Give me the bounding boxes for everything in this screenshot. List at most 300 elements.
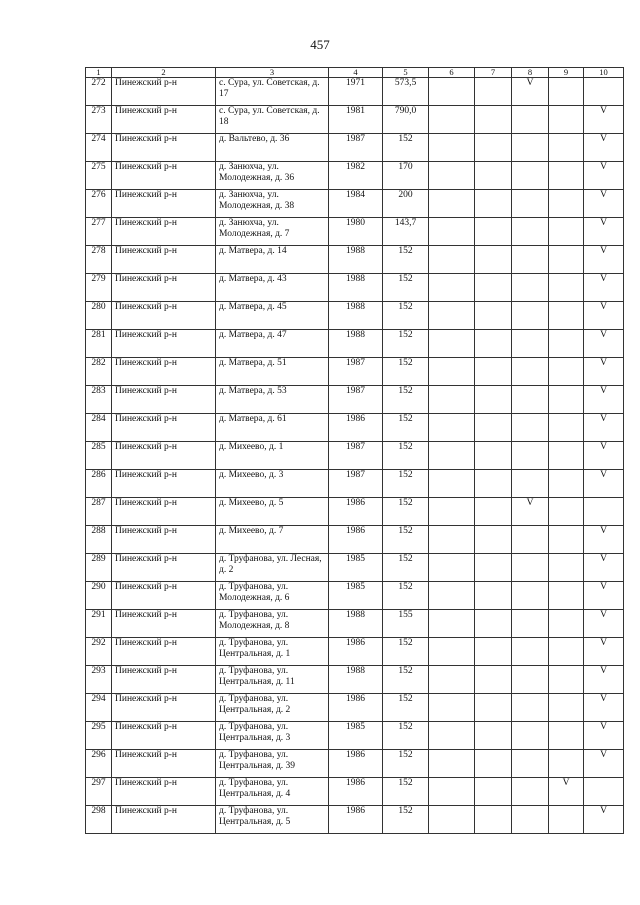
table-row <box>86 750 624 778</box>
address-cell: д. Михеево, д. 3 <box>216 470 329 498</box>
col6-cell <box>429 386 475 414</box>
district-cell: Пинежский р-н <box>112 330 216 358</box>
area-cell: 152 <box>383 442 429 470</box>
col7-cell <box>475 526 512 554</box>
col8-mark <box>512 470 549 498</box>
col10-mark: V <box>584 582 624 610</box>
col7-cell <box>475 274 512 302</box>
col7-cell <box>475 470 512 498</box>
col8-mark <box>512 274 549 302</box>
col9-mark <box>549 190 584 218</box>
col6-cell <box>429 806 475 834</box>
col8-mark <box>512 246 549 274</box>
col8-mark <box>512 722 549 750</box>
col10-mark <box>584 78 624 106</box>
table-row <box>86 190 624 218</box>
col6-cell <box>429 638 475 666</box>
col6-cell <box>429 246 475 274</box>
address-cell: д. Матвера, д. 45 <box>216 302 329 330</box>
page-number: 457 <box>310 37 330 52</box>
table-row <box>86 134 624 162</box>
address-cell: д. Михеево, д. 5 <box>216 498 329 526</box>
col10-mark: V <box>584 190 624 218</box>
district-cell: Пинежский р-н <box>112 358 216 386</box>
address-cell: д. Труфанова, ул. Центральная, д. 5 <box>216 806 329 834</box>
col9-mark <box>549 274 584 302</box>
year-cell: 1982 <box>329 162 383 190</box>
column-header: 4 <box>329 68 383 78</box>
col9-mark <box>549 806 584 834</box>
table-row <box>86 414 624 442</box>
col9-mark: V <box>549 778 584 806</box>
area-cell: 152 <box>383 582 429 610</box>
col9-mark <box>549 162 584 190</box>
col10-mark: V <box>584 246 624 274</box>
table-row <box>86 470 624 498</box>
col9-mark <box>549 694 584 722</box>
year-cell: 1988 <box>329 246 383 274</box>
district-cell: Пинежский р-н <box>112 302 216 330</box>
col10-mark: V <box>584 610 624 638</box>
col8-mark <box>512 806 549 834</box>
district-cell: Пинежский р-н <box>112 274 216 302</box>
column-header: 1 <box>86 68 112 78</box>
area-cell: 573,5 <box>383 78 429 106</box>
row-number: 294 <box>86 694 112 722</box>
col8-mark <box>512 162 549 190</box>
table-row <box>86 806 624 834</box>
address-cell: с. Сура, ул. Советская, д. 17 <box>216 78 329 106</box>
register-table <box>85 67 624 834</box>
col8-mark <box>512 302 549 330</box>
table-row <box>86 386 624 414</box>
year-cell: 1988 <box>329 330 383 358</box>
area-cell: 152 <box>383 778 429 806</box>
col8-mark <box>512 358 549 386</box>
address-cell: с. Сура, ул. Советская, д. 18 <box>216 106 329 134</box>
address-cell: д. Матвера, д. 51 <box>216 358 329 386</box>
year-cell: 1985 <box>329 554 383 582</box>
col9-mark <box>549 554 584 582</box>
district-cell: Пинежский р-н <box>112 694 216 722</box>
column-header: 2 <box>112 68 216 78</box>
year-cell: 1984 <box>329 190 383 218</box>
col9-mark <box>549 330 584 358</box>
table-row <box>86 722 624 750</box>
address-cell: д. Занюхча, ул. Молодежная, д. 36 <box>216 162 329 190</box>
row-number: 274 <box>86 134 112 162</box>
col9-mark <box>549 722 584 750</box>
area-cell: 152 <box>383 246 429 274</box>
row-number: 282 <box>86 358 112 386</box>
col7-cell <box>475 78 512 106</box>
year-cell: 1986 <box>329 638 383 666</box>
col9-mark <box>549 134 584 162</box>
address-cell: д. Матвера, д. 14 <box>216 246 329 274</box>
col7-cell <box>475 554 512 582</box>
col6-cell <box>429 666 475 694</box>
row-number: 287 <box>86 498 112 526</box>
col7-cell <box>475 806 512 834</box>
row-number: 272 <box>86 78 112 106</box>
col6-cell <box>429 134 475 162</box>
area-cell: 152 <box>383 554 429 582</box>
row-number: 290 <box>86 582 112 610</box>
year-cell: 1986 <box>329 750 383 778</box>
col9-mark <box>549 638 584 666</box>
col6-cell <box>429 582 475 610</box>
table-row <box>86 778 624 806</box>
table-row <box>86 218 624 246</box>
row-number: 292 <box>86 638 112 666</box>
district-cell: Пинежский р-н <box>112 554 216 582</box>
col6-cell <box>429 526 475 554</box>
address-cell: д. Труфанова, ул. Центральная, д. 2 <box>216 694 329 722</box>
col9-mark <box>549 78 584 106</box>
address-cell: д. Труфанова, ул. Центральная, д. 3 <box>216 722 329 750</box>
area-cell: 152 <box>383 330 429 358</box>
col8-mark <box>512 582 549 610</box>
district-cell: Пинежский р-н <box>112 722 216 750</box>
col10-mark: V <box>584 358 624 386</box>
year-cell: 1988 <box>329 274 383 302</box>
row-number: 297 <box>86 778 112 806</box>
table-row <box>86 666 624 694</box>
table-body <box>86 78 624 834</box>
col10-mark: V <box>584 302 624 330</box>
area-cell: 152 <box>383 386 429 414</box>
year-cell: 1988 <box>329 610 383 638</box>
col6-cell <box>429 330 475 358</box>
district-cell: Пинежский р-н <box>112 442 216 470</box>
col7-cell <box>475 582 512 610</box>
row-number: 286 <box>86 470 112 498</box>
table-row <box>86 330 624 358</box>
col6-cell <box>429 358 475 386</box>
col10-mark: V <box>584 330 624 358</box>
col9-mark <box>549 442 584 470</box>
col6-cell <box>429 554 475 582</box>
row-number: 296 <box>86 750 112 778</box>
year-cell: 1986 <box>329 694 383 722</box>
address-cell: д. Труфанова, ул. Центральная, д. 11 <box>216 666 329 694</box>
row-number: 273 <box>86 106 112 134</box>
column-header: 9 <box>549 68 584 78</box>
area-cell: 155 <box>383 610 429 638</box>
col6-cell <box>429 442 475 470</box>
district-cell: Пинежский р-н <box>112 582 216 610</box>
table-row <box>86 162 624 190</box>
col6-cell <box>429 78 475 106</box>
col7-cell <box>475 722 512 750</box>
area-cell: 152 <box>383 414 429 442</box>
col9-mark <box>549 106 584 134</box>
table-row <box>86 246 624 274</box>
col8-mark <box>512 442 549 470</box>
address-cell: д. Матвера, д. 47 <box>216 330 329 358</box>
col7-cell <box>475 106 512 134</box>
district-cell: Пинежский р-н <box>112 162 216 190</box>
col6-cell <box>429 302 475 330</box>
address-cell: д. Вальтево, д. 36 <box>216 134 329 162</box>
district-cell: Пинежский р-н <box>112 470 216 498</box>
row-number: 291 <box>86 610 112 638</box>
area-cell: 152 <box>383 358 429 386</box>
col9-mark <box>549 386 584 414</box>
col8-mark <box>512 554 549 582</box>
col8-mark <box>512 526 549 554</box>
table-row <box>86 358 624 386</box>
address-cell: д. Труфанова, ул. Центральная, д. 39 <box>216 750 329 778</box>
district-cell: Пинежский р-н <box>112 526 216 554</box>
column-header: 7 <box>475 68 512 78</box>
table-row <box>86 78 624 106</box>
table-row <box>86 442 624 470</box>
area-cell: 152 <box>383 302 429 330</box>
row-number: 298 <box>86 806 112 834</box>
district-cell: Пинежский р-н <box>112 414 216 442</box>
year-cell: 1988 <box>329 666 383 694</box>
table-row <box>86 274 624 302</box>
row-number: 295 <box>86 722 112 750</box>
col9-mark <box>549 526 584 554</box>
year-cell: 1986 <box>329 414 383 442</box>
col8-mark <box>512 666 549 694</box>
area-cell: 143,7 <box>383 218 429 246</box>
year-cell: 1986 <box>329 778 383 806</box>
col10-mark: V <box>584 470 624 498</box>
column-header: 10 <box>584 68 624 78</box>
district-cell: Пинежский р-н <box>112 78 216 106</box>
col9-mark <box>549 246 584 274</box>
address-cell: д. Матвера, д. 43 <box>216 274 329 302</box>
col10-mark: V <box>584 386 624 414</box>
col10-mark: V <box>584 666 624 694</box>
area-cell: 170 <box>383 162 429 190</box>
col9-mark <box>549 358 584 386</box>
col7-cell <box>475 246 512 274</box>
address-cell: д. Труфанова, ул. Центральная, д. 1 <box>216 638 329 666</box>
district-cell: Пинежский р-н <box>112 498 216 526</box>
col9-mark <box>549 218 584 246</box>
area-cell: 152 <box>383 806 429 834</box>
col7-cell <box>475 302 512 330</box>
column-header: 6 <box>429 68 475 78</box>
col8-mark: V <box>512 78 549 106</box>
district-cell: Пинежский р-н <box>112 106 216 134</box>
col9-mark <box>549 610 584 638</box>
year-cell: 1986 <box>329 526 383 554</box>
row-number: 276 <box>86 190 112 218</box>
col10-mark: V <box>584 694 624 722</box>
col7-cell <box>475 190 512 218</box>
district-cell: Пинежский р-н <box>112 750 216 778</box>
col7-cell <box>475 386 512 414</box>
district-cell: Пинежский р-н <box>112 134 216 162</box>
col10-mark: V <box>584 526 624 554</box>
address-cell: д. Занюхча, ул. Молодежная, д. 7 <box>216 218 329 246</box>
row-number: 284 <box>86 414 112 442</box>
col9-mark <box>549 750 584 778</box>
col6-cell <box>429 162 475 190</box>
area-cell: 152 <box>383 274 429 302</box>
row-number: 283 <box>86 386 112 414</box>
address-cell: д. Занюхча, ул. Молодежная, д. 38 <box>216 190 329 218</box>
area-cell: 790,0 <box>383 106 429 134</box>
column-header: 5 <box>383 68 429 78</box>
district-cell: Пинежский р-н <box>112 386 216 414</box>
table-row <box>86 582 624 610</box>
col10-mark: V <box>584 722 624 750</box>
col6-cell <box>429 722 475 750</box>
year-cell: 1981 <box>329 106 383 134</box>
district-cell: Пинежский р-н <box>112 610 216 638</box>
col7-cell <box>475 442 512 470</box>
header-row <box>86 68 624 78</box>
col9-mark <box>549 666 584 694</box>
col7-cell <box>475 778 512 806</box>
col8-mark <box>512 610 549 638</box>
year-cell: 1987 <box>329 358 383 386</box>
row-number: 285 <box>86 442 112 470</box>
col8-mark <box>512 694 549 722</box>
address-cell: д. Труфанова, ул. Молодежная, д. 8 <box>216 610 329 638</box>
address-cell: д. Михеево, д. 1 <box>216 442 329 470</box>
col8-mark <box>512 638 549 666</box>
area-cell: 152 <box>383 722 429 750</box>
col10-mark: V <box>584 106 624 134</box>
col9-mark <box>549 582 584 610</box>
col10-mark: V <box>584 554 624 582</box>
col7-cell <box>475 750 512 778</box>
table-row <box>86 694 624 722</box>
area-cell: 152 <box>383 638 429 666</box>
col10-mark <box>584 498 624 526</box>
col7-cell <box>475 498 512 526</box>
col6-cell <box>429 414 475 442</box>
table-row <box>86 498 624 526</box>
area-cell: 200 <box>383 190 429 218</box>
col10-mark: V <box>584 274 624 302</box>
district-cell: Пинежский р-н <box>112 190 216 218</box>
year-cell: 1985 <box>329 722 383 750</box>
area-cell: 152 <box>383 498 429 526</box>
col7-cell <box>475 610 512 638</box>
col10-mark: V <box>584 162 624 190</box>
year-cell: 1988 <box>329 302 383 330</box>
col8-mark <box>512 750 549 778</box>
year-cell: 1987 <box>329 134 383 162</box>
col8-mark <box>512 218 549 246</box>
col6-cell <box>429 218 475 246</box>
col8-mark <box>512 106 549 134</box>
col6-cell <box>429 750 475 778</box>
area-cell: 152 <box>383 666 429 694</box>
col10-mark: V <box>584 638 624 666</box>
area-cell: 152 <box>383 750 429 778</box>
year-cell: 1980 <box>329 218 383 246</box>
district-cell: Пинежский р-н <box>112 218 216 246</box>
row-number: 293 <box>86 666 112 694</box>
year-cell: 1987 <box>329 470 383 498</box>
address-cell: д. Матвера, д. 61 <box>216 414 329 442</box>
col6-cell <box>429 694 475 722</box>
col7-cell <box>475 694 512 722</box>
col10-mark: V <box>584 414 624 442</box>
district-cell: Пинежский р-н <box>112 778 216 806</box>
address-cell: д. Труфанова, ул. Центральная, д. 4 <box>216 778 329 806</box>
col8-mark <box>512 134 549 162</box>
col7-cell <box>475 666 512 694</box>
col7-cell <box>475 134 512 162</box>
col8-mark: V <box>512 498 549 526</box>
col7-cell <box>475 638 512 666</box>
col6-cell <box>429 190 475 218</box>
col7-cell <box>475 162 512 190</box>
table-row <box>86 302 624 330</box>
row-number: 278 <box>86 246 112 274</box>
col8-mark <box>512 386 549 414</box>
table-row <box>86 526 624 554</box>
row-number: 289 <box>86 554 112 582</box>
area-cell: 152 <box>383 470 429 498</box>
year-cell: 1987 <box>329 442 383 470</box>
col10-mark: V <box>584 442 624 470</box>
row-number: 281 <box>86 330 112 358</box>
district-cell: Пинежский р-н <box>112 666 216 694</box>
table-row <box>86 554 624 582</box>
col6-cell <box>429 106 475 134</box>
row-number: 279 <box>86 274 112 302</box>
col9-mark <box>549 302 584 330</box>
col10-mark: V <box>584 134 624 162</box>
col10-mark: V <box>584 218 624 246</box>
col6-cell <box>429 610 475 638</box>
col8-mark <box>512 414 549 442</box>
table-row <box>86 610 624 638</box>
year-cell: 1971 <box>329 78 383 106</box>
col6-cell <box>429 778 475 806</box>
col6-cell <box>429 470 475 498</box>
row-number: 280 <box>86 302 112 330</box>
area-cell: 152 <box>383 134 429 162</box>
area-cell: 152 <box>383 694 429 722</box>
col7-cell <box>475 358 512 386</box>
col6-cell <box>429 498 475 526</box>
address-cell: д. Труфанова, ул. Молодежная, д. 6 <box>216 582 329 610</box>
table-row <box>86 106 624 134</box>
col8-mark <box>512 778 549 806</box>
district-cell: Пинежский р-н <box>112 638 216 666</box>
col9-mark <box>549 470 584 498</box>
col8-mark <box>512 190 549 218</box>
year-cell: 1986 <box>329 498 383 526</box>
col10-mark <box>584 778 624 806</box>
row-number: 277 <box>86 218 112 246</box>
address-cell: д. Труфанова, ул. Лесная, д. 2 <box>216 554 329 582</box>
col8-mark <box>512 330 549 358</box>
year-cell: 1986 <box>329 806 383 834</box>
col7-cell <box>475 414 512 442</box>
row-number: 275 <box>86 162 112 190</box>
year-cell: 1987 <box>329 386 383 414</box>
table-row <box>86 638 624 666</box>
col9-mark <box>549 498 584 526</box>
address-cell: д. Матвера, д. 53 <box>216 386 329 414</box>
col10-mark: V <box>584 750 624 778</box>
col7-cell <box>475 330 512 358</box>
column-header: 8 <box>512 68 549 78</box>
